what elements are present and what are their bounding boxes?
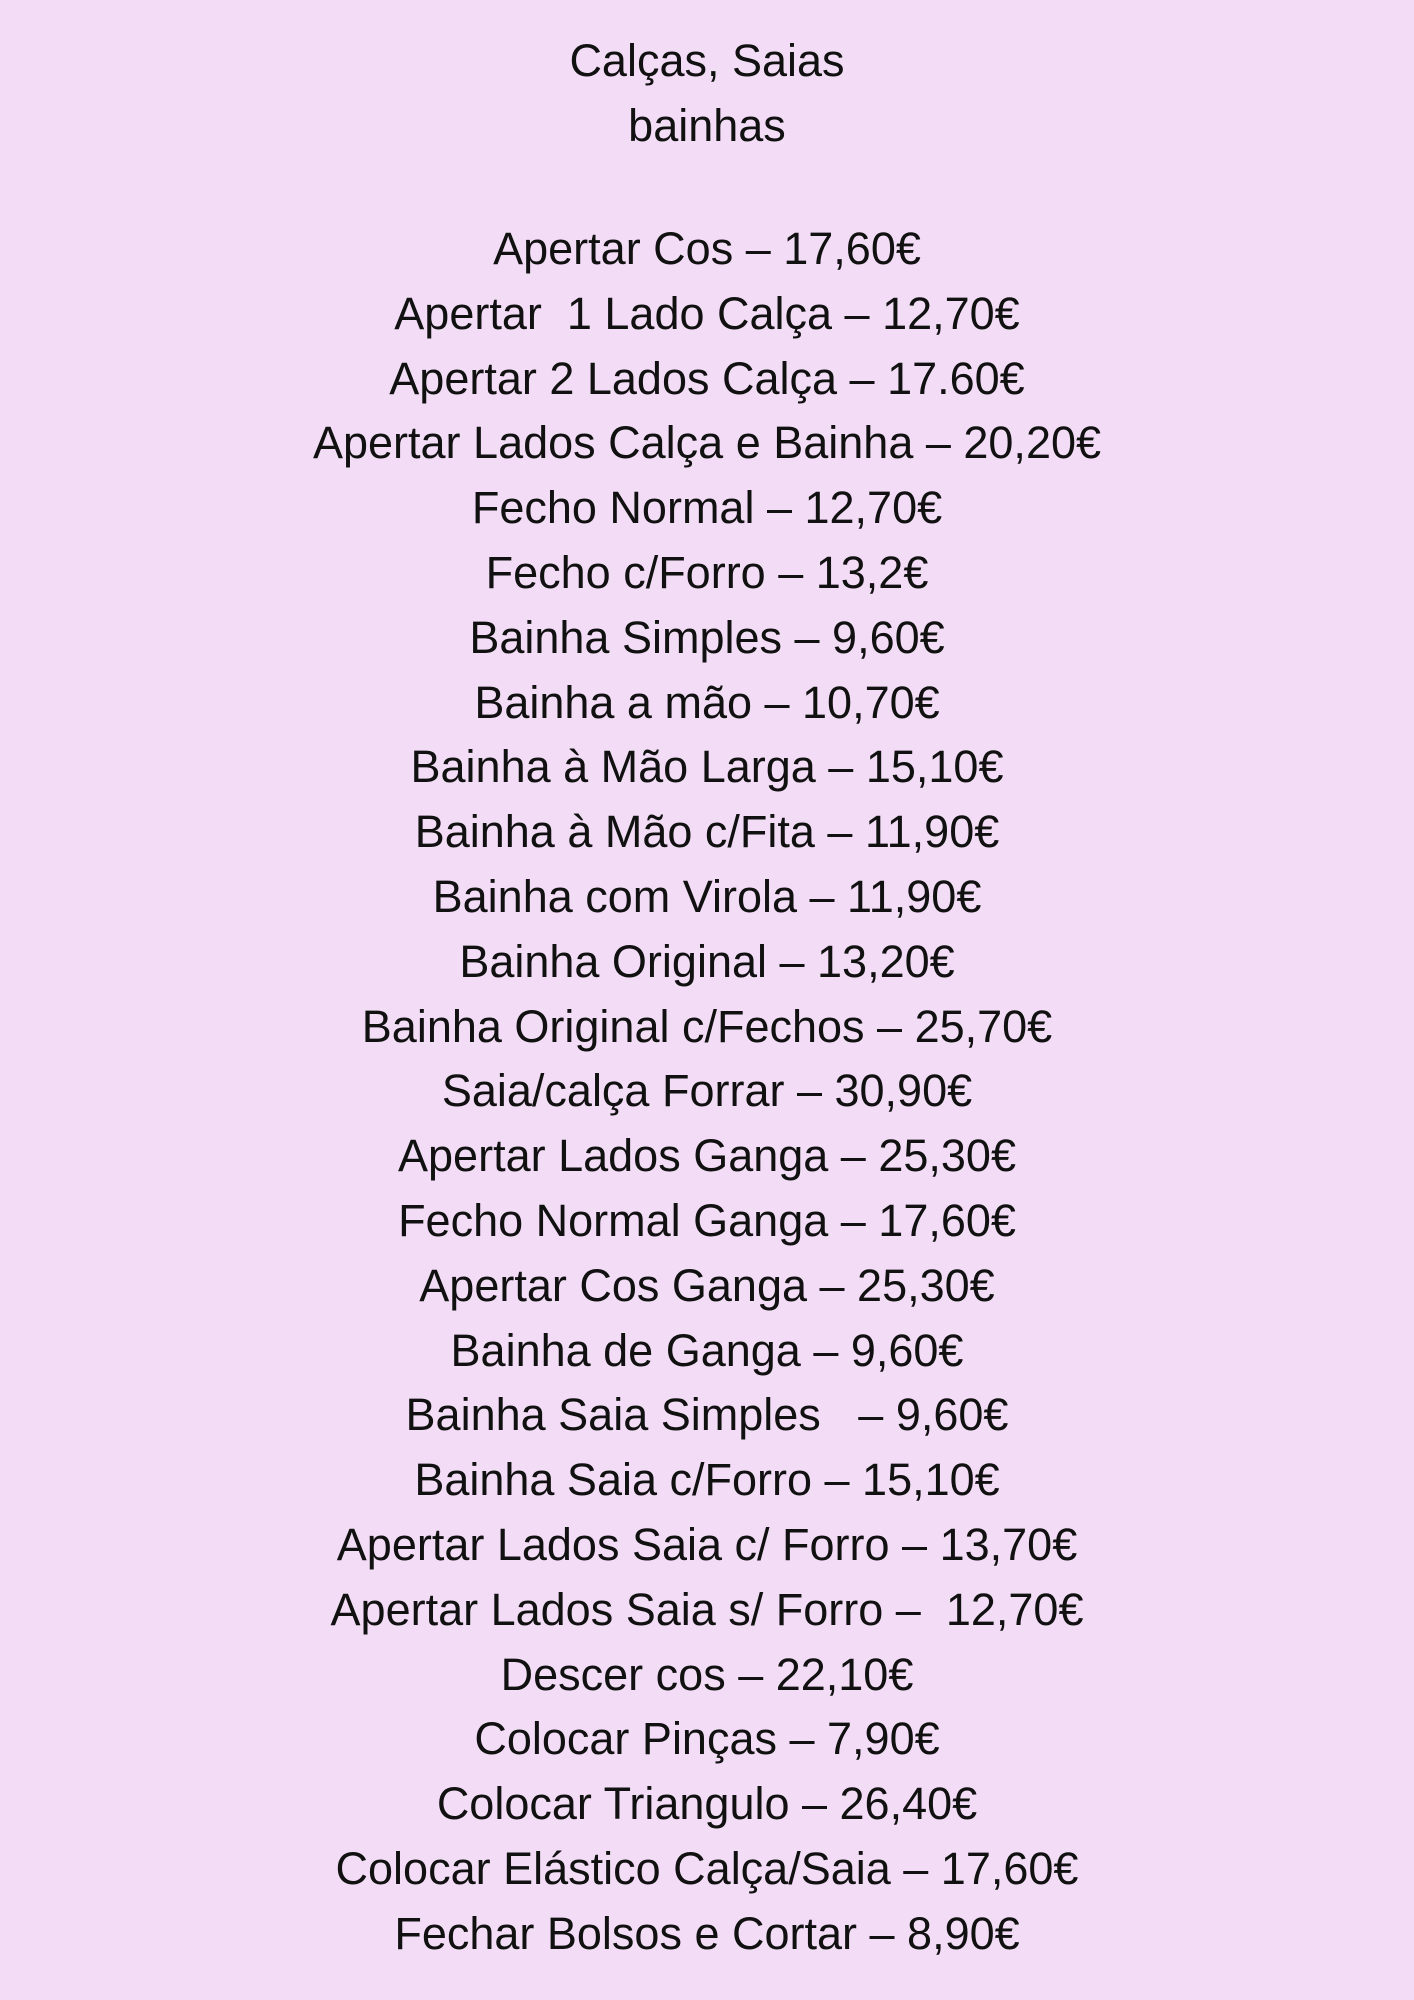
price-item-apertar-2-lados-calca: Apertar 2 Lados Calça – 17.60€	[389, 352, 1025, 404]
price-item-colocar-elastico-calca-saia: Colocar Elástico Calça/Saia – 17,60€	[335, 1842, 1079, 1894]
page-title	[0, 28, 1414, 158]
price-item-bainha-a-mao-c-fita: Bainha à Mão c/Fita – 11,90€	[414, 806, 1000, 858]
price-item-apertar-cos-ganga: Apertar Cos Ganga – 25,30€	[419, 1259, 995, 1311]
price-item-bainha-a-mao: Bainha a mão – 10,70€	[474, 676, 940, 728]
price-item-apertar-lados-saia-s-forro: Apertar Lados Saia s/ Forro – 12,70€	[330, 1583, 1084, 1635]
price-item-bainha-a-mao-larga: Bainha à Mão Larga – 15,10€	[410, 741, 1004, 793]
price-item-bainha-original: Bainha Original – 13,20€	[459, 935, 955, 987]
price-item-descer-cos: Descer cos – 22,10€	[500, 1648, 914, 1700]
price-item-bainha-simples: Bainha Simples – 9,60€	[469, 611, 945, 663]
price-item-colocar-triangulo: Colocar Triangulo – 26,40€	[436, 1778, 978, 1830]
price-item-fecho-normal-ganga: Fecho Normal Ganga – 17,60€	[398, 1194, 1016, 1246]
price-item-fecho-normal: Fecho Normal – 12,70€	[471, 482, 943, 534]
price-item-apertar-lados-saia-c-forro: Apertar Lados Saia c/ Forro – 13,70€	[336, 1518, 1078, 1570]
price-item-apertar-lados-ganga: Apertar Lados Ganga – 25,30€	[398, 1130, 1016, 1182]
price-item-fechar-bolsos-e-cortar: Fechar Bolsos e Cortar – 8,90€	[394, 1907, 1020, 1959]
price-item-bainha-original-c-fechos: Bainha Original c/Fechos – 25,70€	[361, 1000, 1053, 1052]
price-item-bainha-saia-simples: Bainha Saia Simples – 9,60€	[405, 1389, 1009, 1441]
price-list	[0, 217, 1414, 1967]
price-item-bainha-com-virola: Bainha com Virola – 11,90€	[432, 870, 982, 922]
price-item-bainha-saia-c-forro: Bainha Saia c/Forro – 15,10€	[414, 1454, 1000, 1506]
price-item-apertar-lados-calca-e-bainha: Apertar Lados Calça e Bainha – 20,20€	[312, 417, 1102, 469]
price-item-apertar-cos: Apertar Cos – 17,60€	[493, 223, 921, 274]
price-item-apertar-1-lado-calca: Apertar 1 Lado Calça – 12,70€	[394, 287, 1020, 339]
price-item-saia-calca-forrar: Saia/calça Forrar – 30,90€	[441, 1065, 973, 1117]
price-item-colocar-pincas: Colocar Pinças – 7,90€	[474, 1713, 940, 1765]
title-line-2: bainhas	[628, 100, 786, 151]
price-item-fecho-c-forro: Fecho c/Forro – 13,2€	[485, 546, 929, 598]
price-item-bainha-de-ganga: Bainha de Ganga – 9,60€	[450, 1324, 964, 1376]
title-line-1: Calças, Saias	[569, 35, 845, 86]
